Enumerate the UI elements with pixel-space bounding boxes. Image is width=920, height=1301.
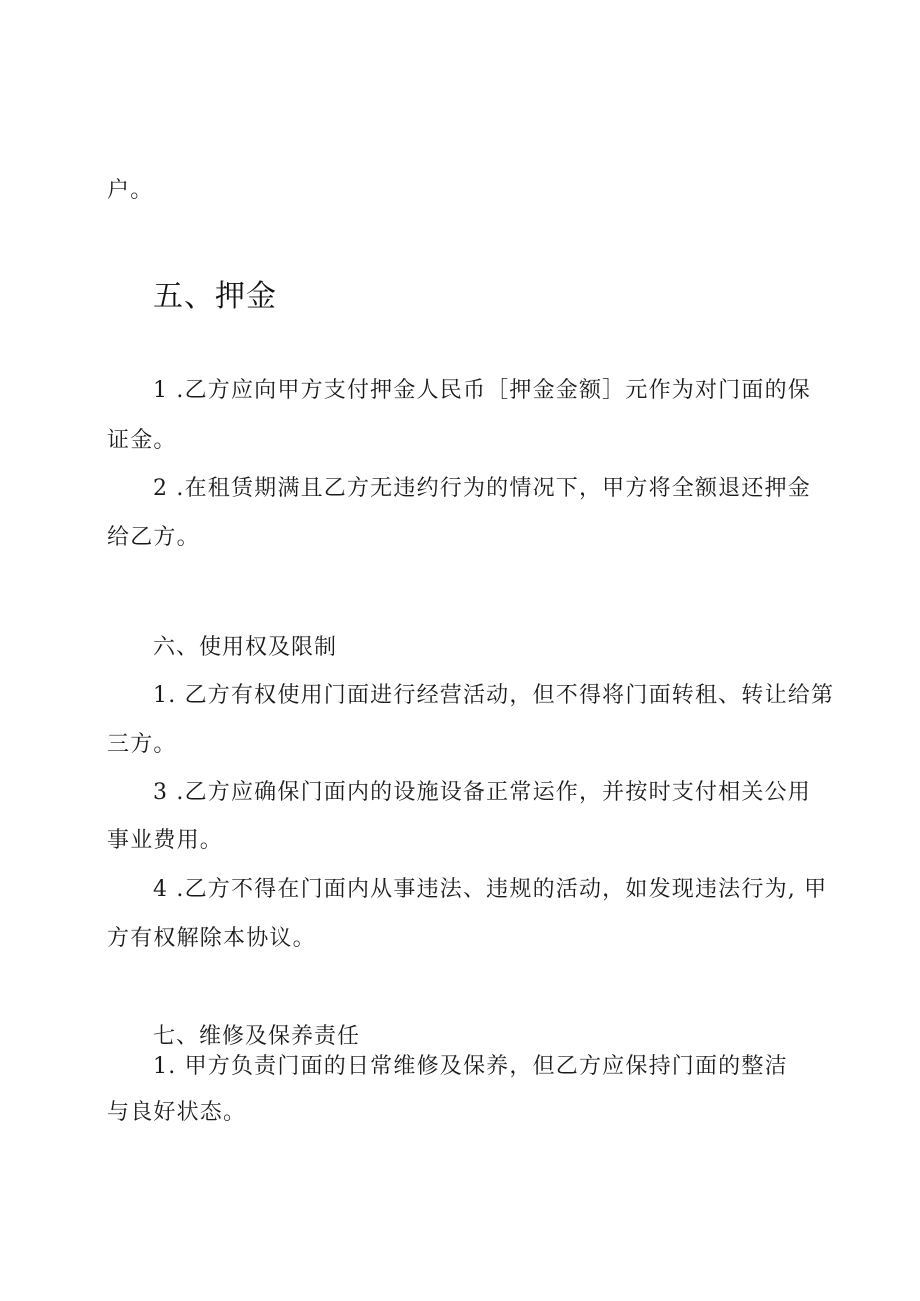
carryover-text: 户。 bbox=[107, 178, 154, 203]
section-6-item-3-line-1: 3 .乙方应确保门面内的设施设备正常运作，并按时支付相关公用 bbox=[153, 780, 811, 805]
section-6-item-3-line-2: 事业费用。 bbox=[107, 828, 224, 853]
section-7-item-1-line-2: 与良好状态。 bbox=[107, 1100, 247, 1125]
section-6-item-1-line-1: 1. 乙方有权使用门面进行经营活动，但不得将门面转租、转让给第 bbox=[153, 683, 835, 708]
section-7-item-1-line-1: 1. 甲方负责门面的日常维修及保养，但乙方应保持门面的整洁 bbox=[153, 1054, 788, 1079]
section-5-item-2-line-2: 给乙方。 bbox=[107, 525, 200, 550]
section-6-item-1-line-2: 三方。 bbox=[107, 732, 177, 757]
section-7-title: 七、维修及保养责任 bbox=[153, 1024, 361, 1049]
section-5-item-1-line-1: 1 .乙方应向甲方支付押金人民币［押金金额］元作为对门面的保 bbox=[153, 378, 811, 403]
section-5-item-2-line-1: 2 .在租赁期满且乙方无违约行为的情况下，甲方将全额退还押金 bbox=[153, 476, 811, 501]
section-6-item-4-line-1: 4 .乙方不得在门面内从事违法、违规的活动，如发现违法行为, 甲 bbox=[153, 877, 828, 902]
section-6-title: 六、使用权及限制 bbox=[153, 635, 338, 660]
section-6-item-4-line-2: 方有权解除本协议。 bbox=[107, 926, 316, 951]
section-5-item-1-line-2: 证金。 bbox=[107, 428, 177, 453]
section-5-title: 五、押金 bbox=[153, 279, 277, 314]
